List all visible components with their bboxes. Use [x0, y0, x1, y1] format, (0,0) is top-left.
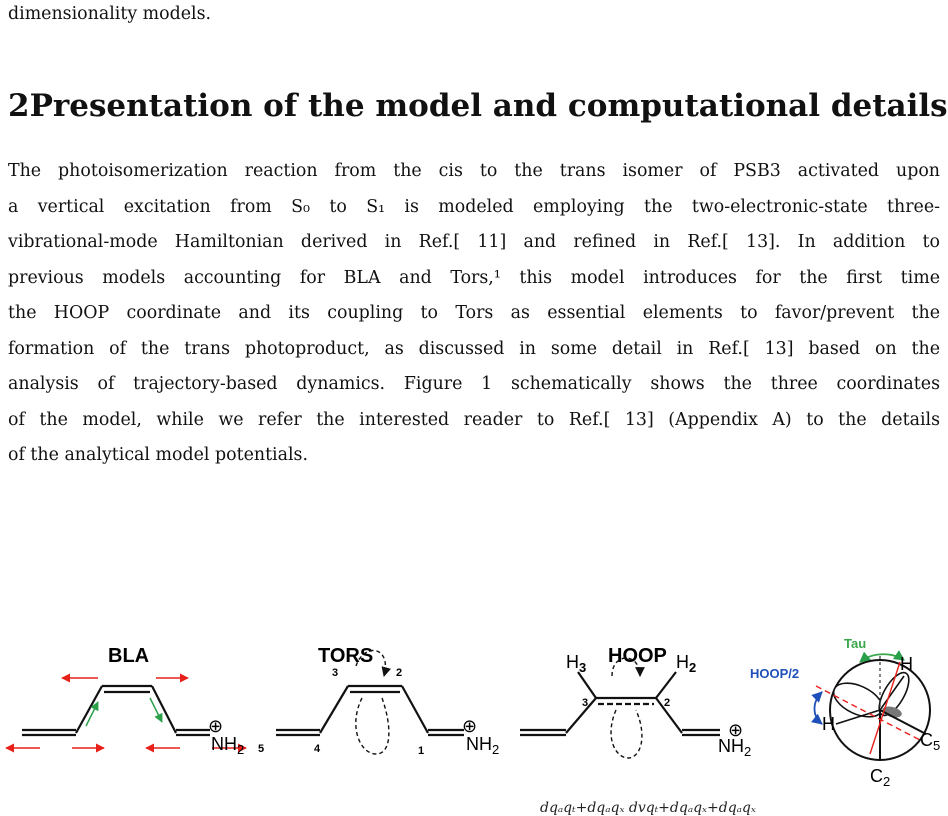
cutoff-formula: dqₐqₜ+dqₐqₓ dvqₜ+dqₐqₓ+dqₐqₓ [540, 800, 756, 816]
hoop-rotation-loop [611, 710, 642, 758]
newman-h-left: H [822, 714, 835, 734]
tors-chain [276, 686, 464, 735]
hoop-plus: ⊕ [728, 720, 744, 740]
body-paragraph [8, 154, 940, 474]
section-title: Presentation of the model and computational details [29, 88, 948, 124]
newman-c5: $C_5$ [920, 730, 941, 753]
bla-chain [22, 686, 210, 735]
figure-coordinates [0, 636, 948, 816]
tors-panel [276, 645, 499, 757]
hoop-panel [520, 645, 751, 759]
section-heading [8, 88, 948, 124]
hoop-half-arrow [815, 692, 823, 724]
paragraph-line: formation of the trans photoproduct, as discussed in some detail in Ref.[ 13] based on the [8, 338, 940, 359]
section-number: 2 [8, 88, 30, 124]
tors-atom-3: 3 [332, 667, 339, 679]
paragraph-line: of the model, while we refer the interested reader to Ref.[ 13] (Appendix A) to the details [8, 409, 940, 430]
newman-panel [750, 636, 940, 789]
paragraph-line: a vertical excitation from S₀ to S₁ is modeled employing the two-electronic-state three- [8, 196, 940, 217]
tors-atom-1: 1 [418, 745, 425, 757]
paragraph-line: the HOOP coordinate and its coupling to Tors as essential elements to favor/prevent the [8, 303, 940, 323]
bla-atom-5: 5 [258, 743, 265, 755]
hoop-half-label: HOOP/2 [750, 666, 800, 681]
paragraph-line: previous models accounting for BLA and Tors,¹ this model introduces for the first time [8, 267, 940, 288]
paragraph-line: vibrational-mode Hamiltonian derived in Ref.[ 11] and refined in Ref.[ 13]. In addition to [8, 232, 940, 252]
newman-c2: $C_2$ [870, 766, 891, 789]
bla-red-arrows [6, 678, 246, 748]
tors-atom-2: 2 [396, 667, 403, 679]
tors-atom-4: 4 [314, 743, 321, 755]
newman-h-top: H [900, 654, 913, 674]
paragraph-line: The photoisomerization reaction from the cis to the trans isomer of PSB3 activated upon [8, 161, 940, 181]
paragraph-line: analysis of trajectory-based dynamics. Figure 1 schematically shows the three coordinates [8, 374, 940, 394]
hoop-title: HOOP [608, 645, 667, 667]
hoop-chain [520, 672, 720, 735]
hoop-atom-2: 2 [664, 697, 671, 709]
previous-paragraph-end: dimensionality models. [8, 4, 212, 24]
hoop-atom-3: 3 [582, 697, 589, 709]
tors-nh2: $NH_2$ [466, 734, 500, 757]
hoop-h3: $H_3$ [566, 652, 587, 675]
tau-label: Tau [844, 636, 867, 651]
bla-green-arrows [86, 698, 162, 726]
bla-plus: ⊕ [208, 716, 224, 736]
paragraph-line: of the analytical model potentials. [8, 445, 309, 465]
bla-nh2: $NH_2$ [211, 734, 245, 757]
hoop-h2: $H_2$ [676, 652, 697, 675]
tors-plus: ⊕ [462, 716, 478, 736]
tors-title: TORS [318, 645, 374, 667]
bla-title: BLA [108, 645, 150, 667]
bla-panel [6, 645, 264, 757]
tors-rotation-loop [356, 698, 389, 754]
hoop-nh2: $NH_2$ [718, 736, 752, 759]
